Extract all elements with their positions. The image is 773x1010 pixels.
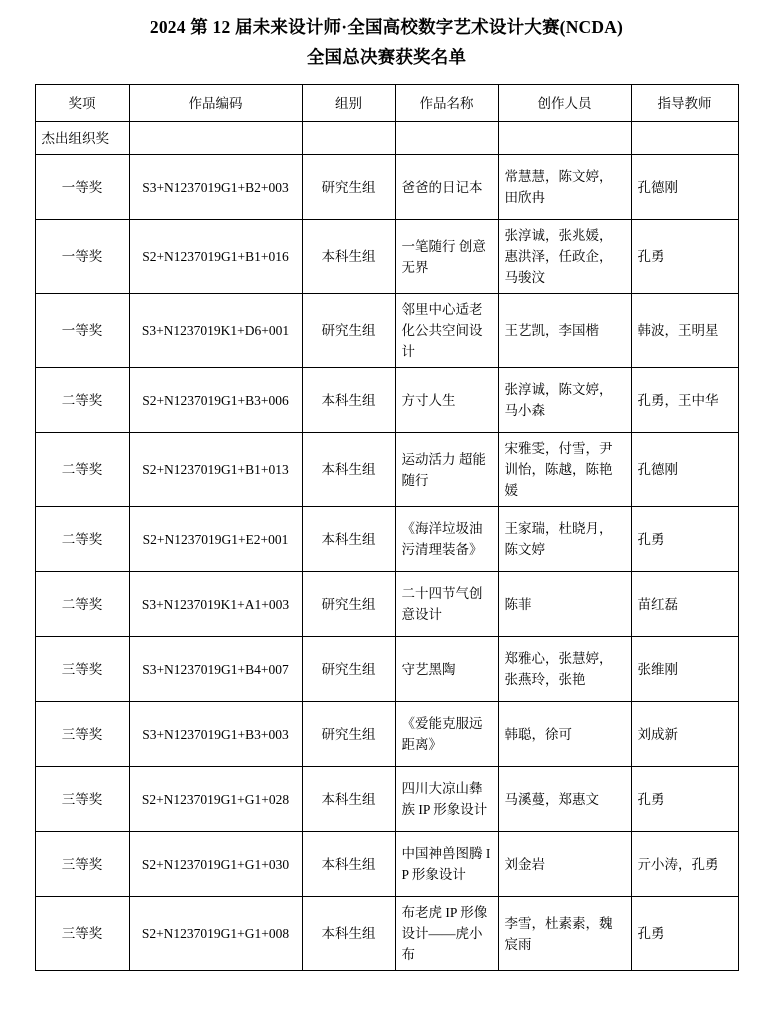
cell-teacher: 亓小涛，孔勇: [631, 832, 738, 897]
cell-group: 本科生组: [302, 220, 395, 294]
cell-work: 运动活力 超能随行: [395, 433, 498, 507]
cell-teacher: 韩波，王明星: [631, 294, 738, 368]
column-header-authors: 创作人员: [498, 85, 631, 122]
cell-award: 一等奖: [35, 155, 129, 220]
cell-award: 二等奖: [35, 507, 129, 572]
table-row: [35, 220, 738, 294]
cell-teacher: 孔德刚: [631, 433, 738, 507]
cell-group: 研究生组: [302, 294, 395, 368]
table-row: [35, 637, 738, 702]
section-row-blank-work: [395, 122, 498, 155]
cell-code: S3+N1237019G1+B4+007: [129, 637, 302, 702]
cell-authors: 王家瑞，杜晓月，陈文婷: [498, 507, 631, 572]
cell-teacher: 孔勇: [631, 897, 738, 971]
title-line-2: 全国总决赛获奖名单: [306, 47, 467, 67]
section-row-blank-code: [129, 122, 302, 155]
cell-group: 研究生组: [302, 702, 395, 767]
table-row: [35, 294, 738, 368]
cell-work: 爸爸的日记本: [395, 155, 498, 220]
cell-group: 本科生组: [302, 832, 395, 897]
table-row: [35, 897, 738, 971]
cell-authors: 张淳诚，张兆媛，惠洪泽，任政企，马骏汶: [498, 220, 631, 294]
cell-work: 中国神兽图腾 IP 形象设计: [395, 832, 498, 897]
section-row-label: 杰出组织奖: [35, 122, 129, 155]
table-row: [35, 832, 738, 897]
cell-code: S2+N1237019G1+B1+016: [129, 220, 302, 294]
section-row-blank-authors: [498, 122, 631, 155]
cell-work: 守艺黑陶: [395, 637, 498, 702]
cell-group: 本科生组: [302, 507, 395, 572]
column-header-group: 组别: [302, 85, 395, 122]
table-row: [35, 572, 738, 637]
title-line-1: 2024 第 12 届未来设计师·全国高校数字艺术设计大赛(NCDA): [149, 17, 624, 37]
cell-award: 二等奖: [35, 572, 129, 637]
column-header-code: 作品编码: [129, 85, 302, 122]
cell-work: 《爱能克服远距离》: [395, 702, 498, 767]
cell-authors: 常慧慧，陈文婷，田欣冉: [498, 155, 631, 220]
cell-award: 三等奖: [35, 767, 129, 832]
table-row: [35, 155, 738, 220]
cell-code: S2+N1237019G1+B3+006: [129, 368, 302, 433]
cell-award: 三等奖: [35, 832, 129, 897]
document-title: [0, 0, 773, 72]
cell-code: S2+N1237019G1+G1+008: [129, 897, 302, 971]
cell-authors: 刘金岩: [498, 832, 631, 897]
cell-code: S2+N1237019G1+E2+001: [129, 507, 302, 572]
cell-award: 二等奖: [35, 433, 129, 507]
cell-authors: 韩聪，徐可: [498, 702, 631, 767]
award-list-table: [35, 84, 739, 971]
cell-group: 研究生组: [302, 572, 395, 637]
cell-teacher: 孔德刚: [631, 155, 738, 220]
cell-code: S2+N1237019G1+G1+028: [129, 767, 302, 832]
cell-work: 四川大凉山彝族 IP 形象设计: [395, 767, 498, 832]
column-header-work: 作品名称: [395, 85, 498, 122]
cell-teacher: 孔勇，王中华: [631, 368, 738, 433]
cell-work: 方寸人生: [395, 368, 498, 433]
cell-code: S3+N1237019K1+D6+001: [129, 294, 302, 368]
cell-teacher: 苗红磊: [631, 572, 738, 637]
cell-group: 研究生组: [302, 637, 395, 702]
cell-teacher: 刘成新: [631, 702, 738, 767]
cell-teacher: 孔勇: [631, 220, 738, 294]
cell-work: 邻里中心适老化公共空间设计: [395, 294, 498, 368]
cell-group: 本科生组: [302, 368, 395, 433]
table-row: [35, 368, 738, 433]
cell-authors: 李雪，杜素素，魏宸雨: [498, 897, 631, 971]
cell-group: 研究生组: [302, 155, 395, 220]
cell-authors: 郑雅心，张慧婷，张燕玲，张艳: [498, 637, 631, 702]
cell-award: 一等奖: [35, 294, 129, 368]
cell-work: 一笔随行 创意无界: [395, 220, 498, 294]
cell-group: 本科生组: [302, 433, 395, 507]
table-row: [35, 702, 738, 767]
cell-award: 二等奖: [35, 368, 129, 433]
table-body: [35, 122, 738, 971]
cell-group: 本科生组: [302, 767, 395, 832]
cell-work: 布老虎 IP 形像设计——虎小布: [395, 897, 498, 971]
cell-authors: 宋雅雯，付雪，尹训怡，陈越，陈艳媛: [498, 433, 631, 507]
cell-code: S2+N1237019G1+G1+030: [129, 832, 302, 897]
cell-authors: 张淳诚，陈文婷，马小森: [498, 368, 631, 433]
table-row: [35, 507, 738, 572]
column-header-award: 奖项: [35, 85, 129, 122]
cell-teacher: 张维刚: [631, 637, 738, 702]
cell-work: 《海洋垃圾油污清理装备》: [395, 507, 498, 572]
cell-award: 三等奖: [35, 637, 129, 702]
cell-authors: 陈菲: [498, 572, 631, 637]
cell-award: 三等奖: [35, 897, 129, 971]
cell-award: 一等奖: [35, 220, 129, 294]
table-header-row: [35, 85, 738, 122]
section-row-organization: [35, 122, 738, 155]
cell-award: 三等奖: [35, 702, 129, 767]
cell-authors: 王艺凯，李国楷: [498, 294, 631, 368]
cell-teacher: 孔勇: [631, 767, 738, 832]
cell-code: S3+N1237019G1+B3+003: [129, 702, 302, 767]
cell-authors: 马溪蔓，郑惠文: [498, 767, 631, 832]
table-row: [35, 433, 738, 507]
cell-code: S3+N1237019K1+A1+003: [129, 572, 302, 637]
cell-work: 二十四节气创意设计: [395, 572, 498, 637]
cell-code: S3+N1237019G1+B2+003: [129, 155, 302, 220]
cell-teacher: 孔勇: [631, 507, 738, 572]
section-row-blank-teacher: [631, 122, 738, 155]
cell-group: 本科生组: [302, 897, 395, 971]
table-row: [35, 767, 738, 832]
cell-code: S2+N1237019G1+B1+013: [129, 433, 302, 507]
table-header: [35, 85, 738, 122]
section-row-blank-group: [302, 122, 395, 155]
column-header-teacher: 指导教师: [631, 85, 738, 122]
